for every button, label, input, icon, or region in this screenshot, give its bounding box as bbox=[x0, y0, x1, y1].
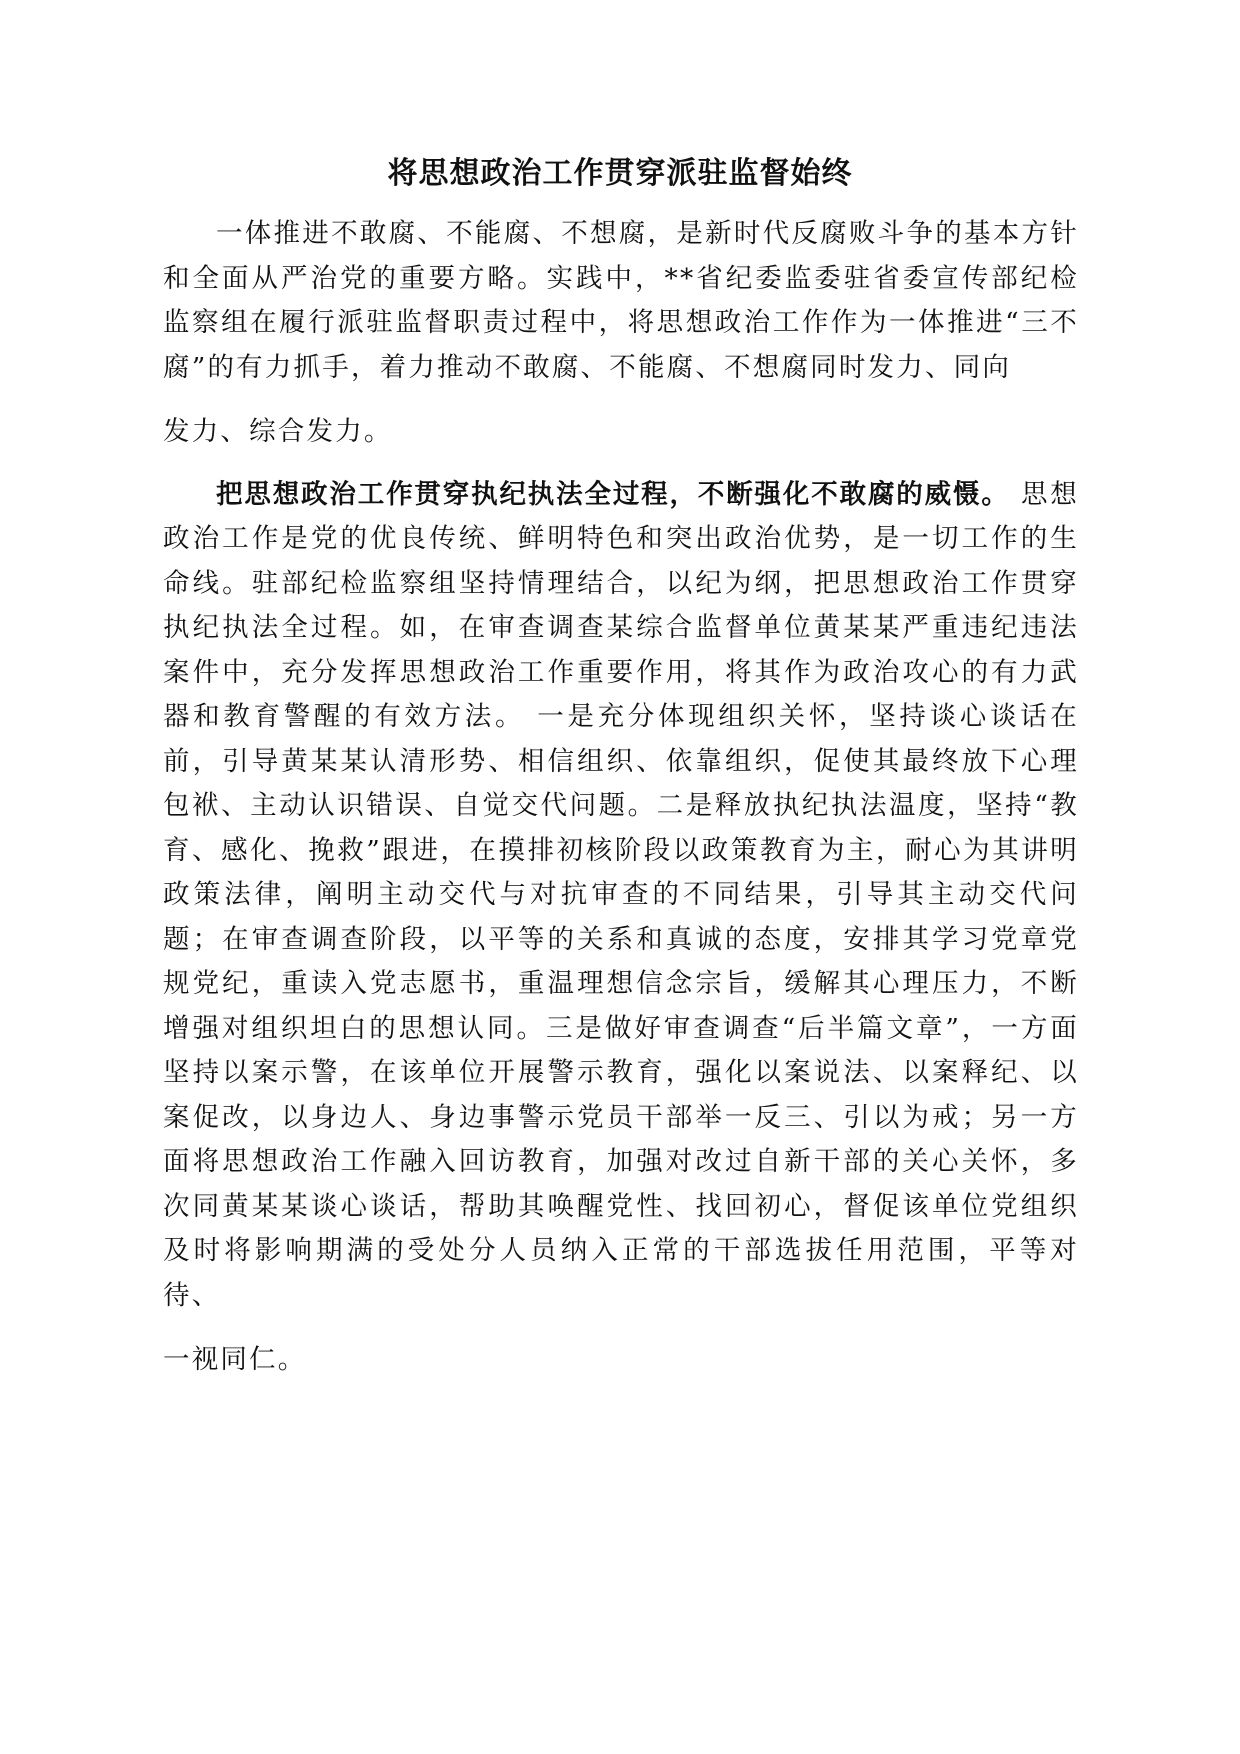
page-title: 将思想政治工作贯穿派驻监督始终 bbox=[387, 156, 853, 191]
paragraph-main-lead: 把思想政治工作贯穿执纪执法全过程，不断强化不敢腐的威慑。 bbox=[216, 478, 1010, 510]
paragraph-intro-end-text: 发力、综合发力。 bbox=[163, 416, 393, 447]
paragraph-main-text: 思想政治工作是党的优良传统、鲜明特色和突出政治优势，是一切工作的生命线。驻部纪检监察组坚持情理结合，以纪为纲，把思想政治工作贯穿执纪执法全过程。如，在审查调查某综合监督单位黄某某严重违纪违法案件中，充分发挥思想政治工作重要作用，将其作为政治攻心的有力武器和教育警醒的有效方法。 一是充分体现组织关怀，坚持谈心谈话在前，引导黄某某认清形势、相信组织、依靠组织，促使其最终放下心理包袱、主动认识错误、自觉交代问题。二是释放执纪执法温度，坚持“教育、感化、挽救”跟进，在摸排初核阶段以政策教育为主，耐心为其讲明政策法律，阐明主动交代与对抗审查的不同结果，引导其主动交代问题；在审查调查阶段，以平等的关系和真诚的态度，安排其学习党章党规党纪，重读入党志愿书，重温理想信念宗旨，缓解其心理压力，不断增强对组织坦白的思想认同。三是做好审查调查“后半篇文章”，一方面坚持以案示警，在该单位开展警示教育，强化以案说法、以案释纪、以案促改，以身边人、身边事警示党员干部举一反三、引以为戒；另一方面将思想政治工作融入回访教育，加强对改过自新干部的关心关怀，多次同黄某某谈心谈话，帮助其唤醒党性、找回初心，督促该单位党组织及时将影响期满的受处分人员纳入正常的干部选拔任用范围，平等对待、 bbox=[163, 478, 1079, 1311]
paragraph-intro-text: 一体推进不敢腐、不能腐、不想腐，是新时代反腐败斗争的基本方针和全面从严治党的重要方略。实践中，**省纪委监委驻省委宣传部纪检监察组在履行派驻监督职责过程中，将思想政治工作作为一体推进“三不腐”的有力抓手，着力推动不敢腐、不能腐、不想腐同时发力、同向 bbox=[163, 218, 1079, 383]
paragraph-intro bbox=[163, 212, 1079, 390]
paragraph-main-end-text: 一视同仁。 bbox=[163, 1344, 307, 1375]
paragraph-intro-end bbox=[163, 410, 1079, 455]
paragraph-main-end bbox=[163, 1338, 1079, 1383]
document-body bbox=[163, 212, 1079, 1383]
paragraph-main bbox=[163, 473, 1079, 1319]
